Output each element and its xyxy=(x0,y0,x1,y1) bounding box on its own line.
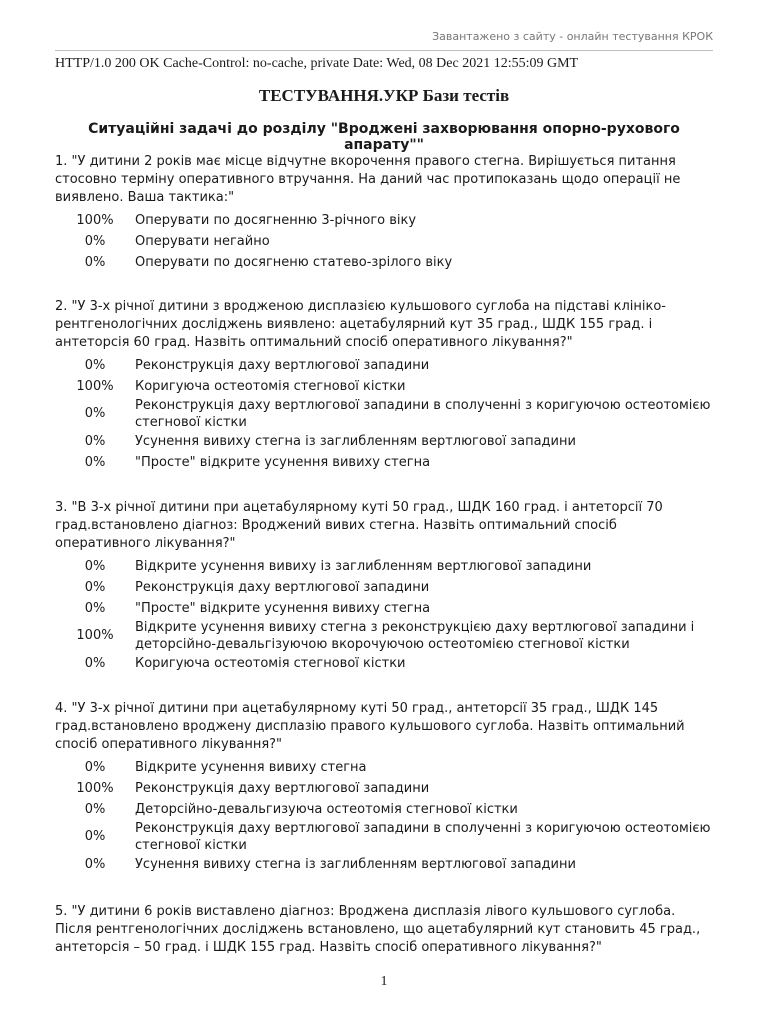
answer-percent: 0% xyxy=(84,454,106,470)
question-3 xyxy=(55,499,715,674)
answer-row xyxy=(55,820,715,854)
answer-text: Реконструкція даху вертлюгової западини в сполученні з коригуючою остеотомією стегнової кістки xyxy=(135,398,711,430)
answer-row xyxy=(55,799,715,820)
answer-text: "Просте" відкрите усунення вивиху стегна xyxy=(135,455,431,470)
answer-text: Відкрите усунення вивиху стегна xyxy=(135,760,367,775)
answer-row xyxy=(55,757,715,778)
answer-row xyxy=(55,210,715,231)
answer-text: Усунення вивиху стегна із заглибленням вертлюгової западини xyxy=(135,857,576,872)
answer-row xyxy=(55,653,715,674)
answer-percent: 0% xyxy=(84,829,106,844)
page-number: 1 xyxy=(380,974,388,989)
answer-row xyxy=(55,431,715,452)
http-header-line: HTTP/1.0 200 OK Cache-Control: no-cache, private Date: Wed, 08 Dec 2021 12:55:09 GMT xyxy=(55,56,579,71)
answer-text: Реконструкція даху вертлюгової западини в сполученні з коригуючою остеотомією стегнової кістки xyxy=(135,821,711,853)
answer-text: Коригуюча остеотомія стегнової кістки xyxy=(135,379,406,394)
answer-text: Деторсійно-девальгизуюча остеотомія стегнової кістки xyxy=(135,802,518,817)
question-text: 5. "У дитини 6 років виставлено діагноз: Вроджена дисплазія лівого кульшового суглоба. Після рентгенологічних досліджень встановлено, що ацетабулярний кут становить 45 град., антеторсія – 50 град. і ШДК 155 град. Назвіть спосіб оперативного лікування?" xyxy=(55,904,701,955)
question-1 xyxy=(55,153,715,273)
answer-text: Відкрите усунення вивиху стегна з реконструкцією даху вертлюгової западини і деторсійно-девальгізуючою вкорочуючою остеотомією стегнової кістки xyxy=(135,620,695,652)
answer-row xyxy=(55,619,715,653)
answer-percent: 100% xyxy=(76,378,114,394)
answer-percent: 0% xyxy=(84,357,106,373)
answer-row xyxy=(55,397,715,431)
answer-text: Реконструкція даху вертлюгової западини xyxy=(135,781,430,796)
answer-percent: 0% xyxy=(84,600,106,616)
answer-percent: 100% xyxy=(76,628,114,643)
answer-row xyxy=(55,854,715,875)
answer-text: "Просте" відкрите усунення вивиху стегна xyxy=(135,601,431,616)
answer-percent: 0% xyxy=(84,759,106,775)
answer-percent: 0% xyxy=(84,254,106,270)
answer-row xyxy=(55,355,715,376)
answer-text: Реконструкція даху вертлюгової западини xyxy=(135,580,430,595)
header-divider xyxy=(55,50,713,51)
answer-percent: 0% xyxy=(84,856,106,872)
answer-row xyxy=(55,778,715,799)
answer-text: Оперувати по досягненню 3-річного віку xyxy=(135,213,417,228)
answer-text: Відкрите усунення вивиху із заглибленням вертлюгової западини xyxy=(135,559,592,574)
question-2 xyxy=(55,298,715,473)
answer-text: Реконструкція даху вертлюгової западини xyxy=(135,358,430,373)
answer-percent: 0% xyxy=(84,579,106,595)
question-text: 3. "В 3-х річної дитини при ацетабулярному куті 50 град., ШДК 160 град. і антеторсії 70 град.встановлено діагноз: Вроджений вивих стегна. Назвіть оптимальний спосіб оперативного лікування?" xyxy=(55,500,663,551)
answer-row xyxy=(55,556,715,577)
answer-percent: 0% xyxy=(84,801,106,817)
question-text: 1. "У дитини 2 років має місце відчутне вкорочення правого стегна. Вирішується питання стосовно терміну оперативного втручання. На даний час протипоказань щодо операції не виявлено. Ваша тактика:" xyxy=(55,154,681,205)
answer-percent: 0% xyxy=(84,655,106,671)
answer-row xyxy=(55,598,715,619)
source-note: Завантажено з сайту - онлайн тестування КРОК xyxy=(432,30,713,43)
question-4 xyxy=(55,700,715,875)
site-title: ТЕСТУВАННЯ.УКР Бази тестів xyxy=(258,86,510,105)
section-title: Ситуаційні задачі до розділу "Вроджені захворювання опорно-рухового апарату"" xyxy=(88,121,680,153)
answer-percent: 100% xyxy=(76,780,114,796)
answer-text: Оперувати по досягненю статево-зрілого віку xyxy=(135,255,453,270)
answer-text: Оперувати негайно xyxy=(135,234,270,249)
answer-row xyxy=(55,452,715,473)
answer-text: Коригуюча остеотомія стегнової кістки xyxy=(135,656,406,671)
answer-text: Усунення вивиху стегна із заглибленням вертлюгової западини xyxy=(135,434,576,449)
answer-row xyxy=(55,252,715,273)
answer-row xyxy=(55,231,715,252)
answer-percent: 100% xyxy=(76,212,114,228)
answer-percent: 0% xyxy=(84,406,106,421)
question-5 xyxy=(55,903,715,960)
answer-percent: 0% xyxy=(84,433,106,449)
answer-percent: 0% xyxy=(84,233,106,249)
question-text: 4. "У 3-х річної дитини при ацетабулярному куті 50 град., антеторсії 35 град., ШДК 145 град.встановлено вроджену дисплазію правого кульшового суглоба. Назвіть оптимальний спосіб оперативного лікування?" xyxy=(55,701,685,752)
answer-percent: 0% xyxy=(84,558,106,574)
answer-row xyxy=(55,376,715,397)
question-text: 2. "У 3-х річної дитини з вродженою дисплазією кульшового суглоба на підставі клініко-рентгенологічних досліджень виявлено: ацетабулярний кут 35 град., ШДК 155 град. і антеторсія 60 град. Назвіть оптимальний спосіб оперативного лікування?" xyxy=(55,299,666,350)
answer-row xyxy=(55,577,715,598)
